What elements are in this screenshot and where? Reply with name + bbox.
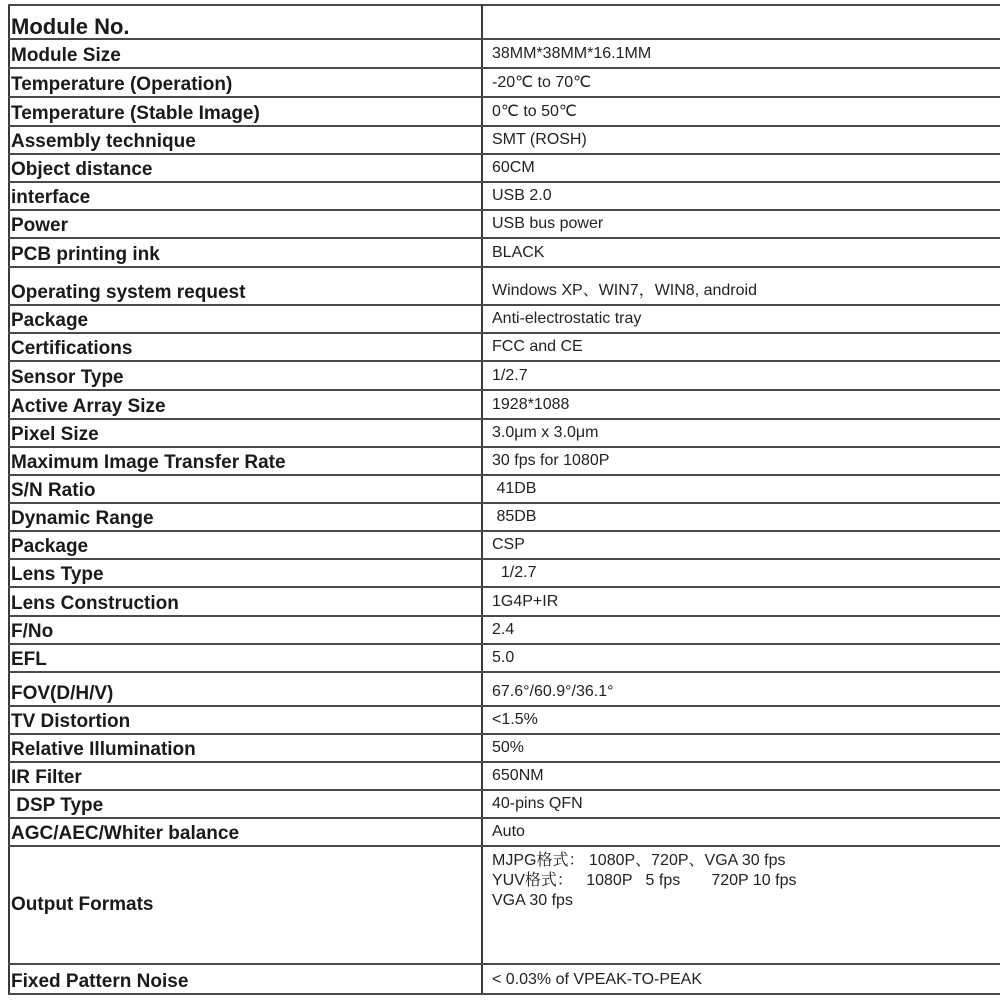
table-row [9,644,1000,672]
table-row [9,503,1000,531]
row-value: Windows XP、WIN7，WIN8, android [482,267,1000,305]
table-row [9,39,1000,68]
row-label: Object distance [9,154,482,182]
table-row [9,126,1000,154]
row-label: TV Distortion [9,706,482,734]
row-value: FCC and CE [482,333,1000,361]
row-label: Active Array Size [9,390,482,419]
row-label: Relative Illumination [9,734,482,762]
row-label: Fixed Pattern Noise [9,964,482,994]
spec-table [8,4,1000,995]
table-row [9,531,1000,559]
row-value: 1G4P+IR [482,587,1000,616]
row-value: 2.4 [482,616,1000,644]
row-label: Temperature (Operation) [9,68,482,97]
row-value: 67.6°/60.9°/36.1° [482,672,1000,706]
table-header-row [9,5,1000,39]
table-row [9,616,1000,644]
row-value: 40-pins QFN [482,790,1000,818]
row-value: 0℃ to 50℃ [482,97,1000,126]
row-label: Power [9,210,482,238]
table-row [9,210,1000,238]
table-row [9,390,1000,419]
row-value: 1/2.7 [482,361,1000,390]
row-label: Dynamic Range [9,503,482,531]
row-label: Temperature (Stable Image) [9,97,482,126]
row-value: 5.0 [482,644,1000,672]
row-label: PCB printing ink [9,238,482,267]
table-row-fixed-pattern-noise [9,964,1000,994]
row-label: Certifications [9,333,482,361]
table-row [9,762,1000,790]
table-row [9,818,1000,846]
row-value: <1.5% [482,706,1000,734]
table-row [9,447,1000,475]
row-value: 30 fps for 1080P [482,447,1000,475]
table-row [9,587,1000,616]
row-label: Package [9,531,482,559]
row-label: DSP Type [9,790,482,818]
row-label: Lens Type [9,559,482,587]
table-row [9,419,1000,447]
row-label: Sensor Type [9,361,482,390]
table-row [9,154,1000,182]
row-value-output-formats [482,846,1000,964]
row-label: AGC/AEC/Whiter balance [9,818,482,846]
table-row-output-formats [9,846,1000,964]
table-row [9,559,1000,587]
row-label: Assembly technique [9,126,482,154]
row-label: Pixel Size [9,419,482,447]
table-row [9,333,1000,361]
row-value: 85DB [482,503,1000,531]
row-value: Anti-electrostatic tray [482,305,1000,333]
row-label: EFL [9,644,482,672]
row-label: interface [9,182,482,210]
table-row [9,672,1000,706]
table-row [9,267,1000,305]
table-row [9,734,1000,762]
row-value: 60CM [482,154,1000,182]
header-value [482,5,1000,39]
row-value: SMT (ROSH) [482,126,1000,154]
row-value: 1928*1088 [482,390,1000,419]
output-format-line: VGA 30 fps [492,892,573,909]
table-row [9,238,1000,267]
table-row [9,305,1000,333]
row-value: 41DB [482,475,1000,503]
row-label: Operating system request [9,267,482,305]
row-value: 50% [482,734,1000,762]
table-row [9,182,1000,210]
row-value: 650NM [482,762,1000,790]
row-label: Package [9,305,482,333]
row-value: -20℃ to 70℃ [482,68,1000,97]
output-format-line: YUV格式： 1080P 5 fps 720P 10 fps [492,872,797,889]
row-label: S/N Ratio [9,475,482,503]
row-label: F/No [9,616,482,644]
row-label: Output Formats [9,846,482,964]
row-value: 1/2.7 [482,559,1000,587]
table-row [9,475,1000,503]
output-format-line: MJPG格式： 1080P、720P、VGA 30 fps [492,852,786,869]
row-value: CSP [482,531,1000,559]
header-label: Module No. [9,5,482,39]
table-row [9,361,1000,390]
row-value: USB bus power [482,210,1000,238]
table-row [9,790,1000,818]
row-label: Lens Construction [9,587,482,616]
row-label: IR Filter [9,762,482,790]
row-label: Module Size [9,39,482,68]
row-value: < 0.03% of VPEAK-TO-PEAK [482,964,1000,994]
row-value: BLACK [482,238,1000,267]
table-row [9,706,1000,734]
table-row [9,68,1000,97]
row-value: USB 2.0 [482,182,1000,210]
row-value: Auto [482,818,1000,846]
row-value: 38MM*38MM*16.1MM [482,39,1000,68]
table-row [9,97,1000,126]
row-label: Maximum Image Transfer Rate [9,447,482,475]
row-value: 3.0μm x 3.0μm [482,419,1000,447]
row-label: FOV(D/H/V) [9,672,482,706]
